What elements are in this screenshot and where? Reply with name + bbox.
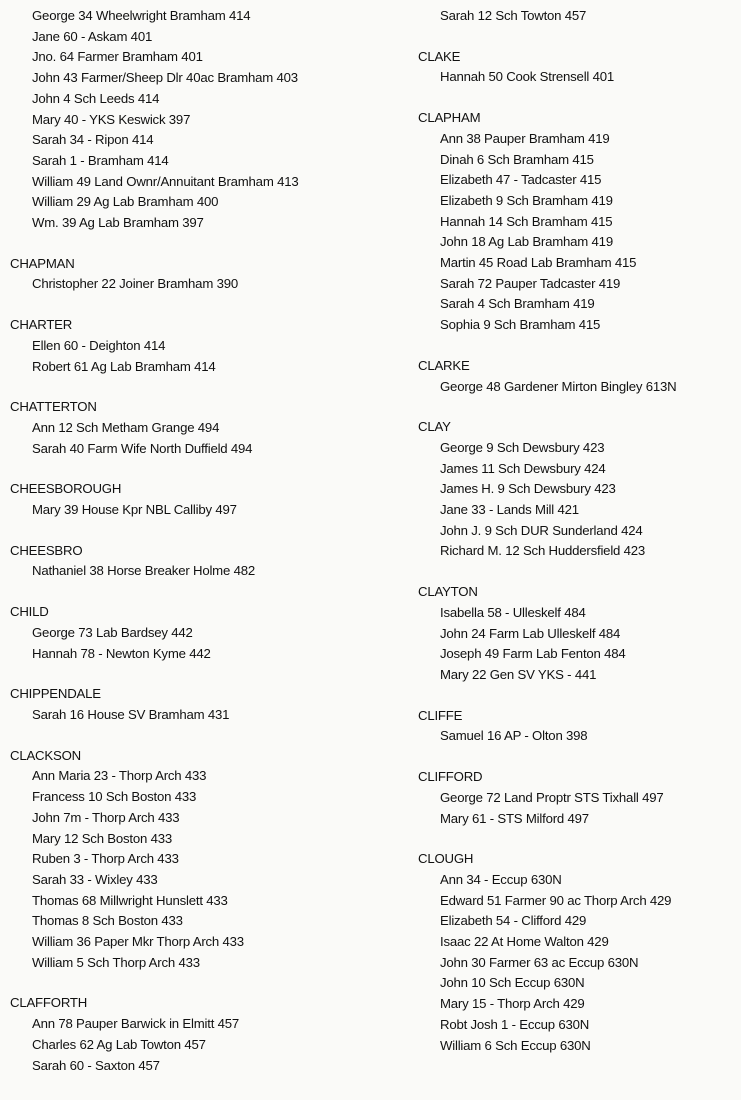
surname-heading: CLACKSON — [10, 747, 81, 763]
person-entry: Martin 45 Road Lab Bramham 415 — [440, 255, 637, 271]
person-entry: Sarah 72 Pauper Tadcaster 419 — [440, 275, 621, 291]
person-entry: Christopher 22 Joiner Bramham 390 — [32, 276, 238, 292]
surname-group — [10, 315, 400, 377]
person-entry: Jane 33 - Lands Mill 421 — [440, 502, 579, 518]
person-entry: Elizabeth 47 - Tadcaster 415 — [440, 172, 602, 188]
person-entry: Sarah 34 - Ripon 414 — [32, 132, 154, 148]
surname-heading: CHATTERTON — [10, 399, 97, 415]
surname-group — [418, 47, 738, 88]
person-entry: Mary 40 - YKS Keswick 397 — [32, 111, 191, 127]
person-entry: Francess 10 Sch Boston 433 — [32, 789, 197, 805]
surname-group — [418, 706, 738, 747]
person-entry: Richard M. 12 Sch Huddersfield 423 — [440, 543, 646, 559]
person-entry: Mary 61 - STS Milford 497 — [440, 810, 589, 826]
entry-list — [10, 1014, 400, 1076]
person-entry: George 48 Gardener Mirton Bingley 613N — [440, 378, 677, 394]
person-entry: John 10 Sch Eccup 630N — [440, 975, 585, 991]
entry-list — [10, 274, 400, 295]
person-entry: George 73 Lab Bardsey 442 — [32, 624, 193, 640]
person-entry: William 6 Sch Eccup 630N — [440, 1037, 591, 1053]
person-entry: Ann 34 - Eccup 630N — [440, 871, 562, 887]
person-entry: Samuel 16 AP - Olton 398 — [440, 728, 588, 744]
person-entry: John 30 Farmer 63 ac Eccup 630N — [440, 954, 639, 970]
surname-group — [10, 254, 400, 295]
surname-heading: CHEESBRO — [10, 542, 83, 558]
person-entry: Sarah 12 Sch Towton 457 — [440, 8, 587, 23]
person-entry: Sarah 60 - Saxton 457 — [32, 1057, 160, 1073]
person-entry: Mary 15 - Thorp Arch 429 — [440, 996, 585, 1012]
surname-group-continued — [418, 6, 738, 27]
person-entry: Sarah 16 House SV Bramham 431 — [32, 706, 230, 722]
person-entry: Elizabeth 9 Sch Bramham 419 — [440, 192, 613, 208]
surname-group-continued — [10, 6, 400, 234]
person-entry: Isaac 22 At Home Walton 429 — [440, 934, 609, 950]
person-entry: Jno. 64 Farmer Bramham 401 — [32, 49, 203, 65]
person-entry: Hannah 78 - Newton Kyme 442 — [32, 645, 211, 661]
entry-list — [10, 705, 400, 726]
person-entry: Ann 78 Pauper Barwick in Elmitt 457 — [32, 1016, 240, 1032]
person-entry: Isabella 58 - Ulleskelf 484 — [440, 604, 586, 620]
person-entry: Hannah 50 Cook Strensell 401 — [440, 69, 615, 85]
entry-list — [418, 788, 738, 829]
person-entry: Nathaniel 38 Horse Breaker Holme 482 — [32, 563, 255, 579]
surname-heading: CLARKE — [418, 357, 470, 373]
person-entry: Sarah 1 - Bramham 414 — [32, 152, 169, 168]
surname-group — [418, 417, 738, 562]
person-entry: Robt Josh 1 - Eccup 630N — [440, 1016, 590, 1032]
person-entry: William 36 Paper Mkr Thorp Arch 433 — [32, 934, 244, 950]
person-entry: Jane 60 - Askam 401 — [32, 28, 153, 44]
surname-heading: CHAPMAN — [10, 255, 75, 271]
person-entry: Sarah 33 - Wixley 433 — [32, 871, 158, 887]
entry-list — [418, 870, 738, 1056]
person-entry: Sarah 40 Farm Wife North Duffield 494 — [32, 440, 253, 456]
entry-list — [10, 6, 400, 234]
surname-heading: CLOUGH — [418, 851, 474, 867]
person-entry: Ann 38 Pauper Bramham 419 — [440, 130, 610, 146]
surname-heading: CLIFFE — [418, 707, 463, 723]
surname-heading: CLAPHAM — [418, 110, 481, 126]
person-entry: James 11 Sch Dewsbury 424 — [440, 460, 606, 476]
person-entry: Thomas 68 Millwright Hunslett 433 — [32, 892, 228, 908]
left-column — [10, 6, 400, 1096]
person-entry: Ann Maria 23 - Thorp Arch 433 — [32, 768, 207, 784]
surname-heading: CHARTER — [10, 317, 73, 333]
person-entry: George 72 Land Proptr STS Tixhall 497 — [440, 789, 664, 805]
surname-group — [10, 993, 400, 1076]
surname-heading: CHIPPENDALE — [10, 686, 101, 702]
person-entry: Hannah 14 Sch Bramham 415 — [440, 213, 613, 229]
person-entry: William 5 Sch Thorp Arch 433 — [32, 954, 200, 970]
entry-list — [418, 6, 738, 27]
person-entry: Mary 22 Gen SV YKS - 441 — [440, 666, 597, 682]
person-entry: John 24 Farm Lab Ulleskelf 484 — [440, 625, 621, 641]
person-entry: Dinah 6 Sch Bramham 415 — [440, 151, 594, 167]
surname-group — [418, 767, 738, 829]
entry-list — [418, 377, 738, 398]
surname-group — [418, 582, 738, 686]
person-entry: Ruben 3 - Thorp Arch 433 — [32, 851, 179, 867]
surname-group — [418, 108, 738, 336]
person-entry: Charles 62 Ag Lab Towton 457 — [32, 1036, 206, 1052]
person-entry: Elizabeth 54 - Clifford 429 — [440, 913, 587, 929]
entry-list — [10, 766, 400, 973]
surname-heading: CLAFFORTH — [10, 995, 88, 1011]
surname-group — [10, 684, 400, 725]
person-entry: John 4 Sch Leeds 414 — [32, 90, 160, 106]
surname-heading: CHILD — [10, 604, 49, 620]
person-entry: Joseph 49 Farm Lab Fenton 484 — [440, 646, 626, 662]
surname-group — [418, 356, 738, 397]
person-entry: John 43 Farmer/Sheep Dlr 40ac Bramham 403 — [32, 70, 298, 86]
right-column — [418, 6, 738, 1076]
entry-list — [10, 336, 400, 377]
entry-list — [10, 623, 400, 664]
person-entry: Ann 12 Sch Metham Grange 494 — [32, 419, 220, 435]
person-entry: John 7m - Thorp Arch 433 — [32, 809, 180, 825]
entry-list — [418, 726, 738, 747]
surname-heading: CLIFFORD — [418, 769, 483, 785]
person-entry: John J. 9 Sch DUR Sunderland 424 — [440, 522, 643, 538]
surname-heading: CLAY — [418, 419, 451, 435]
person-entry: Robert 61 Ag Lab Bramham 414 — [32, 358, 216, 374]
entry-list — [418, 603, 738, 686]
person-entry: William 49 Land Ownr/Annuitant Bramham 413 — [32, 173, 299, 189]
surname-heading: CLAKE — [418, 48, 461, 64]
person-entry: George 34 Wheelwright Bramham 414 — [32, 8, 251, 23]
entry-list — [10, 500, 400, 521]
surname-group — [418, 849, 738, 1056]
entry-list — [418, 67, 738, 88]
person-entry: John 18 Ag Lab Bramham 419 — [440, 234, 613, 250]
person-entry: George 9 Sch Dewsbury 423 — [440, 439, 605, 455]
person-entry: Ellen 60 - Deighton 414 — [32, 337, 166, 353]
entry-list — [10, 418, 400, 459]
surname-group — [10, 541, 400, 582]
entry-list — [10, 561, 400, 582]
person-entry: Edward 51 Farmer 90 ac Thorp Arch 429 — [440, 892, 672, 908]
entry-list — [418, 438, 738, 562]
surname-group — [10, 479, 400, 520]
surname-group — [10, 746, 400, 974]
person-entry: Sophia 9 Sch Bramham 415 — [440, 317, 601, 333]
person-entry: William 29 Ag Lab Bramham 400 — [32, 194, 219, 210]
person-entry: Mary 12 Sch Boston 433 — [32, 830, 173, 846]
person-entry: Sarah 4 Sch Bramham 419 — [440, 296, 595, 312]
entry-list — [418, 129, 738, 336]
person-entry: Mary 39 House Kpr NBL Calliby 497 — [32, 502, 237, 518]
person-entry: Wm. 39 Ag Lab Bramham 397 — [32, 215, 204, 231]
surname-group — [10, 397, 400, 459]
person-entry: Thomas 8 Sch Boston 433 — [32, 913, 183, 929]
surname-heading: CHEESBOROUGH — [10, 481, 122, 497]
person-entry: James H. 9 Sch Dewsbury 423 — [440, 481, 616, 497]
surname-group — [10, 602, 400, 664]
surname-heading: CLAYTON — [418, 584, 478, 600]
